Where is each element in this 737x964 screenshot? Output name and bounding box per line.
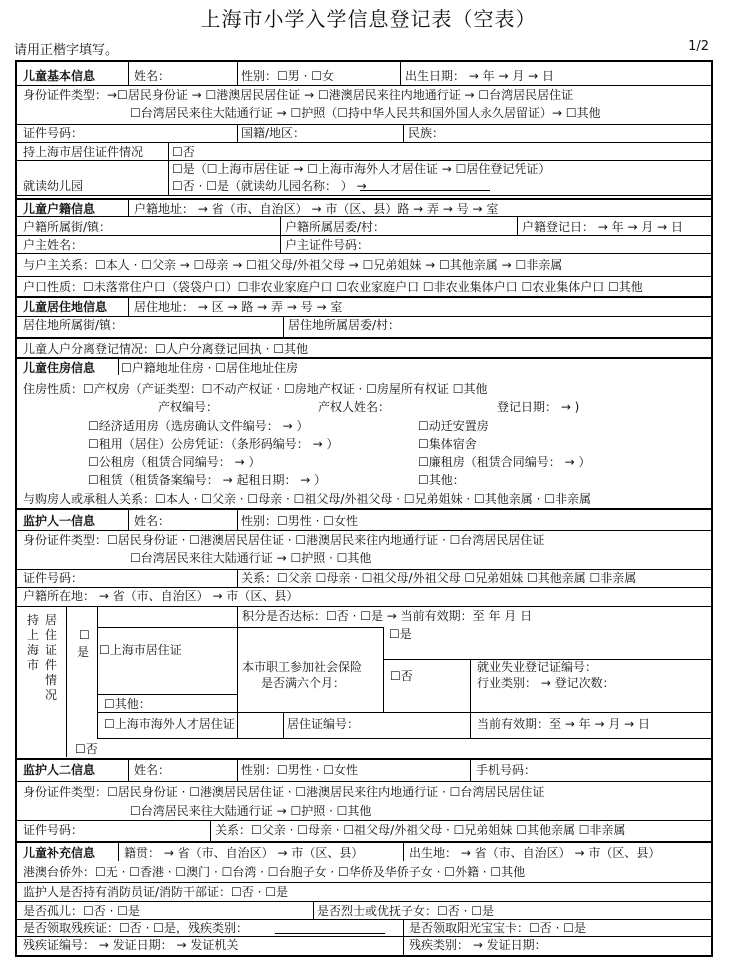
section-label-r13-0: 儿童居住地信息	[23, 300, 108, 314]
field-label-r12-0: 户口性质：☐未落常住户口（袋袋户口）☐非农业家庭户口 ☐农业家庭户口 ☐非农业集体户口 ☐农业集体户口 ☐其他	[23, 280, 643, 294]
field-label-r5-1: ☐否	[172, 145, 195, 159]
section-label-r16-0: 儿童住房信息	[23, 361, 96, 375]
field-label-r45-0: 是否孤儿：☐否 · ☐是	[23, 904, 140, 918]
field-label-r22-1: ☐其他：	[418, 473, 465, 487]
row-divider	[15, 820, 713, 821]
vertical-label-2: 是	[77, 645, 90, 659]
field-label-r36-0: ☐上海市海外人才居住证	[104, 717, 235, 731]
section-label-r24-0: 监护人一信息	[23, 514, 96, 528]
field-label-r18-1: 产权人姓名：	[318, 400, 391, 414]
field-label-r10-1: 户主证件号码：	[285, 238, 370, 252]
vertical-label-0: 持上海市	[27, 613, 40, 672]
field-label-r17-0: 住房性质：☐产权房（产证类型：☐不动产权证 · ☐房地产权证 · ☐房屋所有权证 ☐其他	[23, 382, 488, 396]
vertical-label-1: 居住证件情况	[45, 613, 58, 702]
col-divider	[210, 820, 211, 841]
row-divider	[15, 901, 713, 902]
field-label-r45-1: 是否烈士或优抚子女：☐否 · ☐是	[317, 904, 494, 918]
col-divider	[283, 712, 284, 738]
field-label-r13-1: 居住地址： → 区 → 路 → 弄 → 号 → 室	[134, 300, 343, 314]
fill-underline	[275, 933, 385, 934]
field-label-r9-1: 户籍所属居委/村：	[285, 220, 386, 234]
field-label-r30-0: ☐是	[389, 627, 412, 641]
form-title: 上海市小学入学信息登记表（空表）	[200, 7, 537, 31]
field-label-r15-0: 儿童人户分离登记情况：☐人户分离登记回执 · ☐其他	[23, 342, 308, 356]
field-label-r7-1: ☐否 · ☐是（就读幼儿园名称： ） →	[172, 179, 367, 193]
col-divider	[470, 659, 471, 712]
col-divider	[66, 606, 67, 757]
col-divider	[237, 508, 238, 530]
section-divider	[15, 758, 713, 760]
field-label-r7-0: 就读幼儿园	[23, 179, 84, 193]
field-label-r21-0: ☐公租房（租赁合同编号： → ）	[88, 455, 261, 469]
field-label-r47-1: 残疾类别： → 发证日期：	[409, 938, 547, 952]
col-divider	[128, 508, 129, 530]
field-label-r41-0: 证件号码：	[23, 823, 84, 837]
field-label-r32-0: 本市职工参加社会保险	[242, 660, 363, 674]
field-label-r26-0: ☐台湾居民来往大陆通行证 → ☐护照 · ☐其他	[130, 551, 372, 565]
page-number: 1/2	[688, 39, 709, 54]
field-label-r22-0: ☐租赁（租赁备案编号： → 起租日期： → ）	[88, 473, 327, 487]
field-label-r25-0: 身份证件类型：☐居民身份证 · ☐港澳居民居住证 · ☐港澳居民来往内地通行证 · ☐台湾居民居住证	[23, 533, 545, 547]
field-label-r34-1: 行业类别： → 登记次数：	[477, 676, 615, 690]
col-divider	[237, 606, 238, 738]
row-divider	[97, 738, 713, 739]
field-label-r38-1: 姓名：	[134, 763, 171, 777]
field-label-r28-0: 户籍所在地： → 省（市、自治区） → 市（区、县）	[23, 589, 299, 603]
field-label-r27-1: 关系：☐父亲 ☐母亲 · ☐祖父母/外祖父母 ☐兄弟姐妹 ☐其他亲属 ☐非亲属	[241, 571, 637, 585]
col-divider	[128, 62, 129, 85]
row-divider	[15, 882, 713, 883]
field-label-r8-1: 户籍地址： → 省（市、自治区） → 市（区、县）路 → 弄 → 号 → 室	[134, 202, 499, 216]
field-label-r1-2: 性别：☐男 · ☐女	[241, 69, 334, 83]
field-label-r4-2: 民族：	[408, 126, 445, 140]
section-divider	[15, 357, 713, 359]
field-label-r47-0: 残疾证编号： → 发证日期： → 发证机关	[23, 938, 239, 952]
row-divider	[237, 627, 383, 628]
field-label-r36-2: 当前有效期：至 → 年 → 月 → 日	[477, 717, 651, 731]
col-divider	[237, 569, 238, 587]
col-divider	[118, 841, 119, 861]
row-divider	[97, 694, 237, 695]
field-label-r29-0: 积分是否达标：☐否 · ☐是 → 当前有效期：至 年 月 日	[242, 609, 533, 623]
row-divider	[15, 569, 713, 570]
col-divider	[313, 901, 314, 919]
row-divider	[15, 142, 713, 143]
vertical-label-3: ☐	[79, 628, 90, 642]
field-label-r33-0: ☐否	[390, 669, 413, 683]
field-label-r44-0: 监护人是否持有消防员证/消防干部证：☐否 · ☐是	[23, 885, 289, 899]
section-divider	[15, 296, 713, 298]
field-label-r38-2: 性别：☐男性 · ☐女性	[241, 763, 358, 777]
col-divider	[403, 124, 404, 142]
field-label-r11-0: 与户主关系：☐本人 · ☐父亲 → ☐母亲 → ☐祖父母/外祖父母 → ☐兄弟姐妹 → ☐其他亲属 → ☐非亲属	[23, 258, 563, 272]
field-label-r10-0: 户主姓名：	[23, 238, 84, 252]
section-divider	[15, 841, 713, 843]
field-label-r21-1: ☐廉租房（租赁合同编号： → ）	[418, 455, 591, 469]
row-divider	[15, 936, 713, 937]
col-divider	[97, 606, 98, 738]
field-label-r2-0: 身份证件类型：→☐居民身份证 → ☐港澳居民居住证 → ☐港澳居民来往内地通行证 → ☐台湾居民居住证	[23, 88, 574, 102]
field-label-r27-0: 证件号码：	[23, 571, 84, 585]
col-divider	[470, 712, 471, 738]
fill-underline	[360, 190, 490, 191]
field-label-r18-0: 产权编号：	[158, 400, 219, 414]
field-label-r18-2: 登记日期： → )	[497, 400, 580, 414]
field-label-r16-1: ☐户籍地址住房 · ☐居住地址住房	[121, 361, 298, 375]
row-divider	[15, 316, 713, 317]
col-divider	[403, 919, 404, 955]
field-label-r35-0: ☐其他：	[104, 697, 151, 711]
row-divider	[97, 712, 713, 713]
field-label-r1-1: 姓名：	[134, 69, 171, 83]
field-label-r19-0: ☐经济适用房（选房确认文件编号： → ）	[88, 419, 309, 433]
row-divider	[15, 587, 713, 588]
field-label-r34-0: 是否满六个月：	[261, 676, 346, 690]
field-label-r19-1: ☐动迁安置房	[418, 419, 489, 433]
col-divider	[237, 124, 238, 142]
row-divider	[15, 160, 713, 161]
col-divider	[470, 758, 471, 781]
section-label-r42-0: 儿童补充信息	[23, 846, 96, 860]
col-divider	[403, 841, 404, 861]
row-divider	[15, 276, 713, 277]
col-divider	[128, 198, 129, 216]
row-divider	[15, 85, 713, 86]
field-label-r42-2: 出生地： → 省（市、自治区） → 市（区、县）	[409, 846, 661, 860]
col-divider	[128, 758, 129, 781]
field-label-r20-1: ☐集体宿舍	[418, 437, 477, 451]
field-label-r24-2: 性别：☐男性 · ☐女性	[241, 514, 358, 528]
field-label-r4-0: 证件号码：	[23, 126, 84, 140]
col-divider	[118, 357, 119, 375]
field-label-r4-1: 国籍/地区：	[241, 126, 306, 140]
col-divider	[280, 216, 281, 253]
field-label-r14-0: 居住地所属街/镇：	[23, 318, 124, 332]
field-label-r20-0: ☐租用（居住）公房凭证：（条形码编号： → ）	[88, 437, 339, 451]
col-divider	[517, 216, 518, 235]
row-divider	[15, 919, 713, 920]
fill-instruction: 请用正楷字填写。	[14, 43, 119, 58]
field-label-r9-0: 户籍所属街/镇：	[23, 220, 112, 234]
field-label-r3-0: ☐台湾居民来往大陆通行证 → ☐护照（☐持中华人民共和国外国人永久居留证）→ ☐其他	[130, 106, 601, 120]
field-label-r38-3: 手机号码：	[476, 763, 537, 777]
col-divider	[168, 142, 169, 196]
field-label-r9-2: 户籍登记日： → 年 → 月 → 日	[522, 220, 684, 234]
field-label-r42-1: 籍贯： → 省（市、自治区） → 市（区、县）	[124, 846, 364, 860]
field-label-r41-1: 关系：☐父亲 · ☐母亲 · ☐祖父母/外祖父母 · ☐兄弟姐妹 ☐其他亲属 ☐非亲属	[215, 823, 626, 837]
field-label-r14-1: 居住地所属居委/村：	[288, 318, 401, 332]
field-label-r1-3: 出生日期： → 年 → 月 → 日	[405, 69, 555, 83]
section-label-r8-0: 儿童户籍信息	[23, 202, 96, 216]
row-divider	[15, 216, 713, 217]
row-divider	[15, 253, 713, 254]
field-label-r6-0: ☐是（☐上海市居住证 → ☐上海市海外人才居住证 → ☐居住登记凭证）	[172, 162, 551, 176]
row-divider	[15, 235, 713, 236]
field-label-r5-0: 持上海市居住证件情况	[23, 145, 144, 159]
row-divider	[15, 781, 713, 782]
section-divider	[15, 198, 713, 200]
col-divider	[128, 296, 129, 316]
col-divider	[283, 316, 284, 337]
section-divider	[15, 337, 713, 339]
field-label-r23-0: 与购房人或承租人关系：☐本人 · ☐父亲 · ☐母亲 · ☐祖父母/外祖父母 · ☐兄弟姐妹 · ☐其他亲属 · ☐非亲属	[23, 492, 592, 506]
col-divider	[383, 627, 384, 712]
field-label-r37-0: ☐否	[75, 742, 98, 756]
field-label-r24-1: 姓名：	[134, 514, 171, 528]
field-label-r31-0: ☐上海市居住证	[99, 643, 182, 657]
field-label-r32-1: 就业失业登记证编号：	[477, 660, 598, 674]
field-label-r39-0: 身份证件类型：☐居民身份证 · ☐港澳居民居住证 · ☐港澳居民来往内地通行证 · ☐台湾居民居住证	[23, 785, 545, 799]
field-label-r40-0: ☐台湾居民来往大陆通行证 → ☐护照 · ☐其他	[130, 804, 372, 818]
section-divider	[15, 508, 713, 510]
section-label-r1-0: 儿童基本信息	[23, 69, 96, 83]
field-label-r43-0: 港澳台侨外：☐无 · ☐香港 · ☐澳门 · ☐台湾 · ☐台胞子女 · ☐华侨及华侨子女 · ☐外籍 · ☐其他	[23, 865, 526, 879]
field-label-r46-0: 是否领取残疾证：☐否 · ☐是，残疾类别：	[23, 921, 248, 935]
row-divider	[15, 530, 713, 531]
col-divider	[237, 758, 238, 781]
row-divider	[15, 124, 713, 125]
row-divider	[15, 195, 713, 196]
field-label-r36-1: 居住证编号：	[287, 717, 360, 731]
col-divider	[237, 62, 238, 85]
field-label-r46-1: 是否领取阳光宝宝卡：☐否 · ☐是	[409, 921, 586, 935]
row-divider	[15, 606, 713, 607]
col-divider	[400, 62, 401, 85]
section-label-r38-0: 监护人二信息	[23, 763, 96, 777]
